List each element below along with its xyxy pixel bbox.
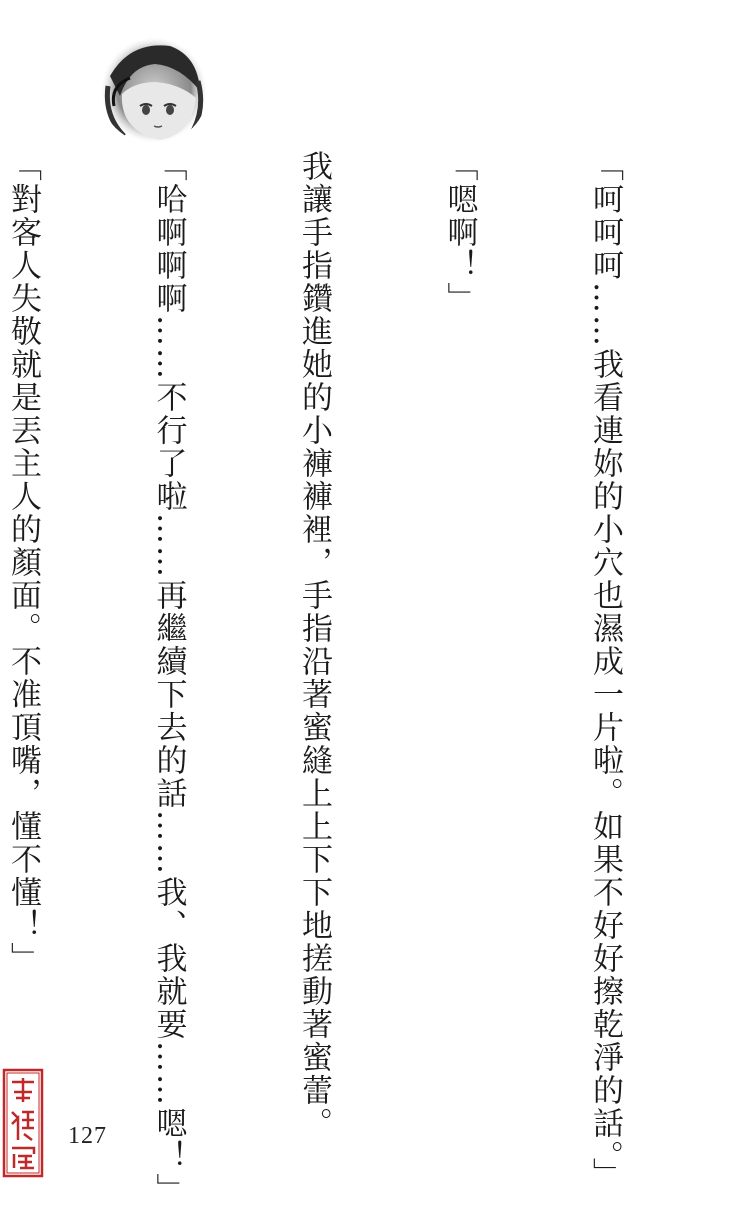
text-line: 我讓手指鑽進她的小褲褲裡，手指沿著蜜縫上上下下地搓動著蜜蕾。 [296,150,332,1140]
text-line: 「對客人失敬就是丟主人的顏面。不准頂嘴，懂不懂！」 [5,150,41,975]
text-line: 「哈啊啊啊……不行了啦……再繼續下去的話……我、我就要……嗯！」 [150,150,187,1206]
text-line: 「嗯啊！」 [441,150,478,315]
character-portrait [100,36,208,144]
red-seal-stamp [2,1068,44,1178]
text-line: 「呵呵呵……我看連妳的小穴也濕成一片啦。如果不好好擦乾淨的話。」 [587,150,623,1191]
page-number: 127 [68,1123,107,1149]
